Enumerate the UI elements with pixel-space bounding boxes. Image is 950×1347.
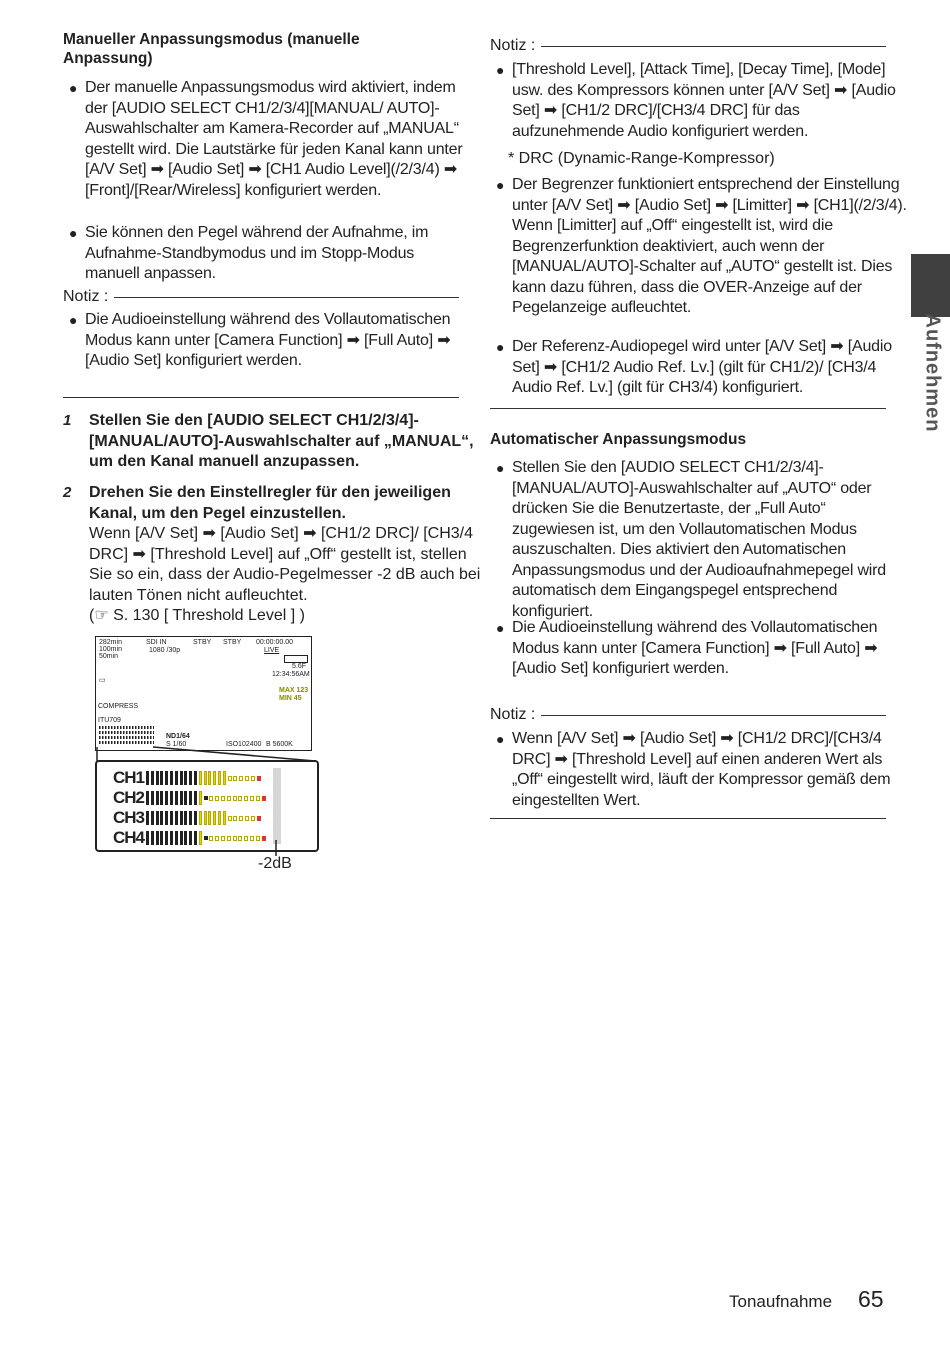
list-item xyxy=(63,78,465,201)
meter-segment xyxy=(189,771,192,785)
meter-segment xyxy=(228,776,232,781)
meter-segment xyxy=(175,831,178,845)
bullet-icon: ● xyxy=(496,460,505,476)
meter-segment xyxy=(218,811,221,825)
meter-segment xyxy=(199,811,202,825)
bullet-text: Stellen Sie den [AUDIO SELECT CH1/2/3/4]-[MANUAL/AUTO]-Auswahlschalter auf „AUTO“ oder drücken Sie die Benutzertaste, der „Full Auto“ zugewiesen ist, um den Vollautomatischen Modus auszuschalten. Dies aktiviert den Automatischen Anpassungsmodus und der Audioaufnahmepegel wird automatisch dem Eingangspegel entsprechend konfiguriert. xyxy=(512,459,886,620)
list-item xyxy=(490,458,912,622)
list-item xyxy=(490,60,912,142)
meter-segment xyxy=(257,776,261,781)
meter-segment xyxy=(180,791,183,805)
meter-segment xyxy=(175,771,178,785)
meter-segment xyxy=(160,831,163,845)
meter-segment xyxy=(218,771,221,785)
meter-segment xyxy=(251,776,255,781)
battery-icon xyxy=(284,655,308,663)
meter-segment xyxy=(160,791,163,805)
meter-segment xyxy=(233,776,237,781)
rem-time-2: 100min xyxy=(99,646,122,653)
iso-value: ISO102400 xyxy=(226,741,262,748)
meter-segment xyxy=(233,796,237,801)
meter-row-ch3 xyxy=(113,809,262,827)
channel-label: CH4 xyxy=(113,828,145,847)
meter-segment xyxy=(151,831,154,845)
bullet-text: Der Referenz-Audiopegel wird unter [A/V Set] ➡ [Audio Set] ➡ [CH1/2 Audio Ref. Lv.] (gilt für CH1/2)/ [CH3/4 Audio Ref. Lv.] (gilt für CH3/4) konfiguriert. xyxy=(512,338,892,396)
step-1 xyxy=(63,411,489,473)
db-pointer-line xyxy=(274,840,278,856)
meter-segment xyxy=(227,796,231,801)
meter-segment xyxy=(180,771,183,785)
meter-segment xyxy=(156,831,159,845)
note-label: Notiz : xyxy=(490,37,536,54)
meter-segment xyxy=(227,836,231,841)
bullet-icon: ● xyxy=(496,339,505,355)
bullet-icon: ● xyxy=(69,80,78,96)
footer-section-label: Tonaufnahme xyxy=(729,1292,833,1311)
list-item xyxy=(63,310,465,372)
meter-segment xyxy=(170,831,173,845)
note-rule xyxy=(541,46,886,47)
meter-segment xyxy=(184,831,187,845)
meter-segment xyxy=(215,836,219,841)
list-item xyxy=(490,618,912,680)
channel-label: CH1 xyxy=(113,768,145,787)
note-label: Notiz : xyxy=(63,288,109,305)
meter-segment xyxy=(189,831,192,845)
note-rule xyxy=(541,715,886,716)
meter-row-ch2 xyxy=(113,789,267,807)
meter-segment xyxy=(165,831,168,845)
meter-segment xyxy=(223,771,226,785)
list-item xyxy=(490,337,912,399)
meter-row-ch1 xyxy=(113,769,262,787)
step-number: 1 xyxy=(63,412,72,429)
step-number: 2 xyxy=(63,484,72,501)
meter-segment xyxy=(250,836,254,841)
white-balance: B 5600K xyxy=(266,741,293,748)
meter-segment xyxy=(180,811,183,825)
meter-segment xyxy=(223,811,226,825)
meter-segment xyxy=(170,771,173,785)
meter-segment xyxy=(238,796,242,801)
meter-segment xyxy=(156,791,159,805)
page-number: 65 xyxy=(858,1286,884,1312)
meter-segment xyxy=(204,836,208,840)
mini-audio-meter xyxy=(99,726,154,744)
sdi-indicator: SDI IN xyxy=(146,639,167,646)
meter-segment xyxy=(194,831,197,845)
meter-segment xyxy=(189,791,192,805)
meter-segment xyxy=(151,791,154,805)
meter-segment xyxy=(256,836,260,841)
bullet-text: Die Audioeinstellung während des Vollautomatischen Modus kann unter [Camera Function] ➡ [Full Auto] ➡ [Audio Set] konfiguriert werden. xyxy=(512,619,878,677)
meter-segment xyxy=(208,811,211,825)
divider xyxy=(490,818,886,819)
note-header xyxy=(490,36,886,56)
meter-segment xyxy=(151,771,154,785)
divider xyxy=(490,408,886,409)
f-number: 5.6F xyxy=(292,663,307,670)
meter-segment xyxy=(184,771,187,785)
meter-segment xyxy=(245,816,249,821)
meter-segment xyxy=(221,796,225,801)
meter-segment xyxy=(245,776,249,781)
meter-segment xyxy=(233,816,237,821)
bullet-icon: ● xyxy=(496,62,505,78)
meter-segment xyxy=(156,811,159,825)
bullet-icon: ● xyxy=(496,620,505,636)
section-heading-auto: Automatischer Anpassungsmodus xyxy=(490,431,747,448)
meter-segment xyxy=(180,831,183,845)
channel-label: CH3 xyxy=(113,808,145,827)
meter-segment xyxy=(194,791,197,805)
step-heading: Drehen Sie den Einstellregler für den jeweiligen Kanal, um den Pegel einzustellen. xyxy=(89,484,451,522)
nd-filter: ND1/64 xyxy=(166,733,190,740)
shutter-speed: S 1/60 xyxy=(166,741,187,748)
meter-segment xyxy=(170,811,173,825)
meter-segment xyxy=(204,796,208,800)
live-indicator: LIVE xyxy=(264,647,280,654)
meter-segment xyxy=(146,771,149,785)
meter-segment xyxy=(156,771,159,785)
step-text: Wenn [A/V Set] ➡ [Audio Set] ➡ [CH1/2 DRC]/ [CH3/4 DRC] ➡ [Threshold Level] auf „Off“ gestellt ist, stellen Sie so ein, dass der Audio-Pegelmesser -2 dB auch bei lauten Tönen nicht aufleuchtet. xyxy=(89,525,481,604)
footnote: * DRC (Dynamic-Range-Kompressor) xyxy=(508,150,775,167)
meter-segment xyxy=(262,796,266,801)
bullet-text: Der Begrenzer funktioniert entsprechend der Einstellung unter [A/V Set] ➡ [Audio Set] ➡ [Limitter] ➡ [CH1](/2/3/4). Wenn [Limitter] auf „Off“ eingestellt ist, wird die Begrenzerfunktion deaktiviert, auch wenn der [MANUAL/AUTO]-Schalter auf „AUTO“ gestellt ist. Dies kann dazu führen, dass die OVER-Anzeige auf der Pegelanzeige aufleuchtet. xyxy=(512,176,907,316)
list-item xyxy=(63,223,465,285)
chapter-tab-text: Aufnehmen xyxy=(921,313,944,433)
meter-segment xyxy=(146,791,149,805)
meter-segment xyxy=(228,816,232,821)
bullet-icon: ● xyxy=(496,731,505,747)
meter-segment xyxy=(165,771,168,785)
bullet-text: Sie können den Pegel während der Aufnahme, im Aufnahme-Standbymodus und im Stopp-Modus manuell anpassen. xyxy=(85,224,429,282)
meter-segment xyxy=(213,811,216,825)
section-heading-manual: Manueller Anpassungsmodus (manuelle Anpassung) xyxy=(63,31,360,67)
meter-segment xyxy=(213,771,216,785)
channel-label: CH2 xyxy=(113,788,145,807)
note-header xyxy=(490,705,886,725)
meter-segment xyxy=(199,791,202,805)
meter-segment xyxy=(215,796,219,801)
meter-segment xyxy=(257,816,261,821)
audio-level-meter xyxy=(95,760,319,852)
note-rule xyxy=(114,297,459,298)
meter-segment xyxy=(244,836,248,841)
meter-segment xyxy=(238,836,242,841)
note-label: Notiz : xyxy=(490,706,536,723)
bullet-icon: ● xyxy=(69,312,78,328)
meter-segment xyxy=(244,796,248,801)
bullet-text: Wenn [A/V Set] ➡ [Audio Set] ➡ [CH1/2 DRC]/[CH3/4 DRC] ➡ [Threshold Level] auf einen anderen Wert als „Off“ eingestellt wird, läuft der Kompressor gemäß dem eingestellten Wert. xyxy=(512,730,891,809)
meter-segment xyxy=(239,776,243,781)
meter-segment xyxy=(221,836,225,841)
meter-segment xyxy=(262,836,266,841)
meter-segment xyxy=(199,771,202,785)
bullet-text: Die Audioeinstellung während des Vollautomatischen Modus kann unter [Camera Function] ➡ [Full Auto] ➡ [Audio Set] konfiguriert werden. xyxy=(85,311,451,369)
meter-segment xyxy=(189,811,192,825)
status-stby-2: STBY xyxy=(223,639,242,646)
meter-segment xyxy=(208,771,211,785)
bullet-icon: ● xyxy=(69,225,78,241)
zoom-icon: ▭ xyxy=(99,677,106,684)
status-stby-1: STBY xyxy=(193,639,212,646)
meter-segment xyxy=(146,831,149,845)
meter-segment xyxy=(160,811,163,825)
meter-segment xyxy=(160,771,163,785)
meter-segment xyxy=(175,791,178,805)
bullet-text: [Threshold Level], [Attack Time], [Decay Time], [Mode] usw. des Kompressors können unter [A/V Set] ➡ [Audio Set] ➡ [CH1/2 DRC]/[CH3/4 DRC] für das aufzunehmende Audio konfiguriert werden. xyxy=(512,61,896,140)
step-reference: (☞ S. 130 [ Threshold Level ] ) xyxy=(89,607,305,624)
meter-segment xyxy=(209,836,213,841)
meter-segment xyxy=(184,791,187,805)
meter-segment xyxy=(170,791,173,805)
divider xyxy=(63,397,459,398)
meter-segment xyxy=(209,796,213,801)
meter-segment xyxy=(251,816,255,821)
list-item xyxy=(490,175,912,319)
bullet-icon: ● xyxy=(496,177,505,193)
bullet-text: Der manuelle Anpassungsmodus wird aktiviert, indem der [AUDIO SELECT CH1/2/3/4][MANUAL/ AUTO]-Auswahlschalter am Kamera-Recorder auf „MANUAL“ gestellt wird. Die Lautstärke für jeden Kanal kann unter [A/V Set] ➡ [Audio Set] ➡ [CH1 Audio Level](/2/3/4) ➡ [Front]/[Rear/Wireless] konfiguriert werden. xyxy=(85,79,463,199)
rem-time-1: 282min xyxy=(99,639,122,646)
list-item xyxy=(490,729,912,811)
min-value: MIN 45 xyxy=(279,695,302,702)
note-header xyxy=(63,287,459,307)
meter-segment xyxy=(175,811,178,825)
max-value: MAX 123 xyxy=(279,687,309,694)
rem-time-3: 50min xyxy=(99,653,119,660)
meter-segment xyxy=(165,811,168,825)
chapter-tab-marker xyxy=(911,254,950,317)
meter-segment xyxy=(194,811,197,825)
video-format: 1080 /30p xyxy=(149,647,181,654)
meter-segment xyxy=(184,811,187,825)
meter-segment xyxy=(204,771,207,785)
clock-time: 12:34:56AM xyxy=(272,671,310,678)
itu-label: ITU709 xyxy=(98,717,121,724)
camera-screen-illustration xyxy=(95,636,312,751)
chapter-tab-label xyxy=(907,313,950,452)
minus-2db-marker xyxy=(273,768,281,844)
meter-segment xyxy=(165,791,168,805)
meter-segment xyxy=(239,816,243,821)
meter-segment xyxy=(204,811,207,825)
compress-label: COMPRESS xyxy=(98,703,139,710)
timecode: 00:00:00.00 xyxy=(256,639,293,646)
meter-segment xyxy=(233,836,237,841)
meter-segment xyxy=(250,796,254,801)
step-2 xyxy=(63,483,489,627)
db-label: -2dB xyxy=(258,855,292,872)
meter-segment xyxy=(194,771,197,785)
meter-segment xyxy=(151,811,154,825)
meter-row-ch4 xyxy=(113,829,267,847)
meter-segment xyxy=(146,811,149,825)
meter-segment xyxy=(199,831,202,845)
step-text: Stellen Sie den [AUDIO SELECT CH1/2/3/4]-[MANUAL/AUTO]-Auswahlschalter auf „MANUAL“, um den Kanal manuell anzupassen. xyxy=(89,412,474,470)
meter-segment xyxy=(256,796,260,801)
